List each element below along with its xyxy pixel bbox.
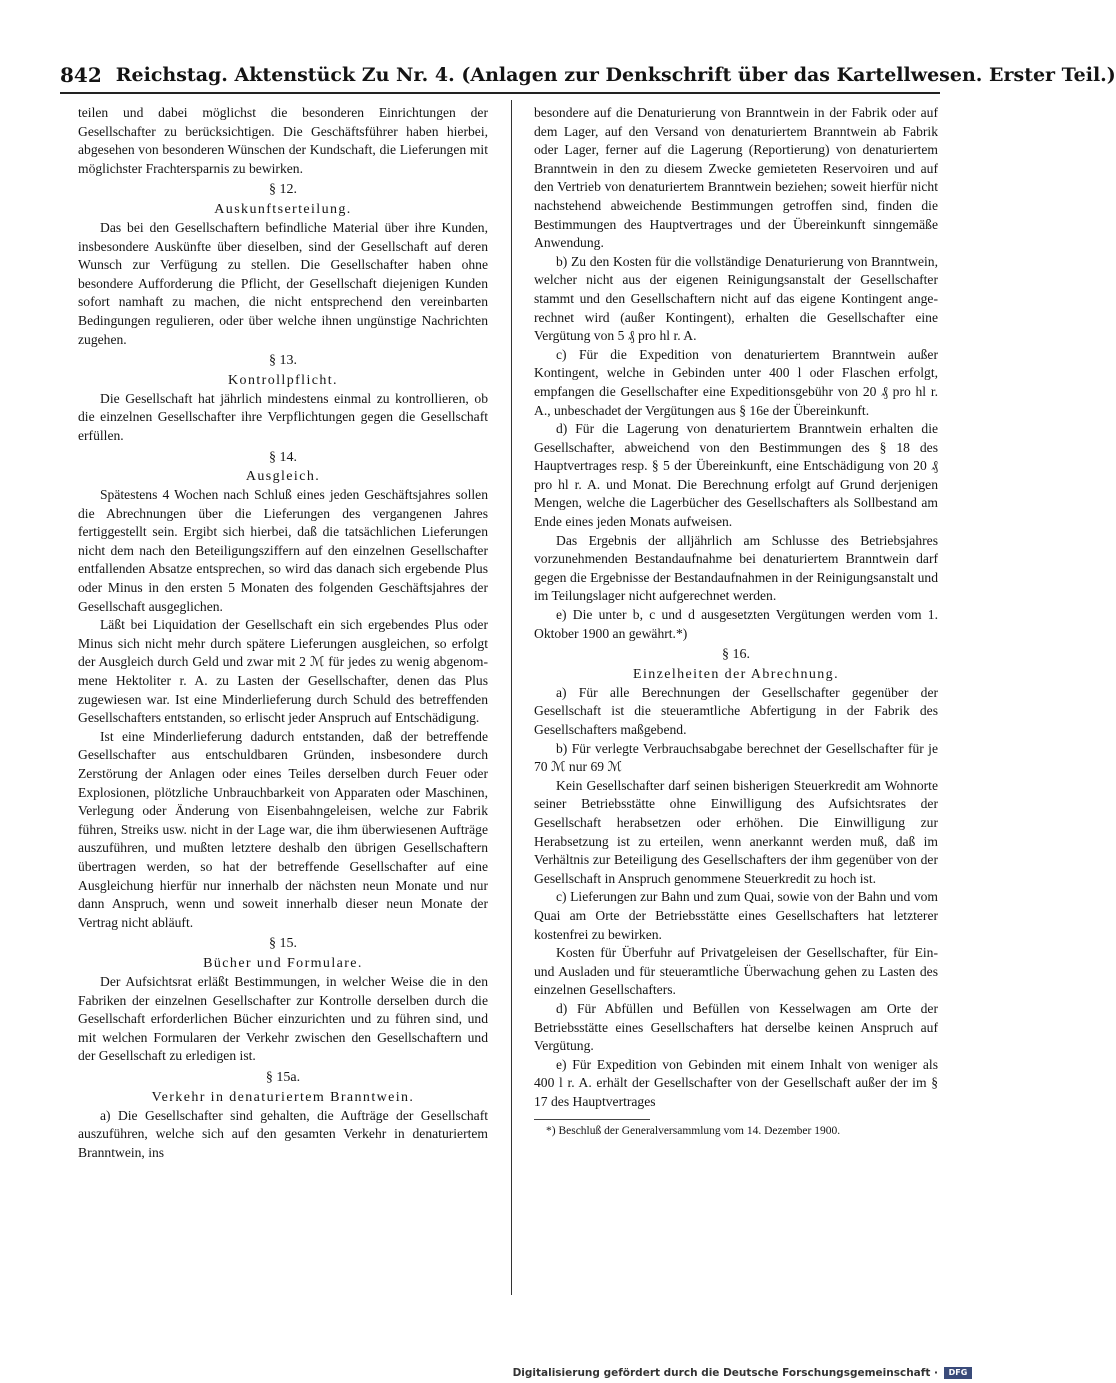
paragraph: Das bei den Gesellschaftern befindliche Material über ihre Kunden, insbesondere Auskünfte über dieselben, sind der Gesellschaft auf deren Wunsch zur Verfügung zu stellen. Die Gesellschafter haben ohne besondere Aufforderung die Pflicht, der Gesellschaft diejenigen Kunden sofort namhaft zu machen, die nicht entsprechend den vereinbarten Bedingungen regulieren, oder über welche ihnen ungünstige Nachrichten zugehen. xyxy=(78,219,488,347)
paragraph: a) Für alle Berechnungen der Gesellschafter gegenüber der Gesellschaft ist die steueramtliche Abfertigung in der Fabrik des Gesellschafters maßgebend. xyxy=(534,684,938,737)
footnote: *) Beschluß der Generalversammlung vom 14. Dezember 1900. xyxy=(546,1125,841,1138)
paragraph: teilen und dabei möglichst die besonderen Einrichtungen der Gesellschafter zu berücksichtigen. Die Geschäftsführer haben hierbei, abgesehen von besonderen Wünschen der Kundschaft, die Lieferungen mit möglichster Frachtersparnis zu bewirken. xyxy=(78,105,488,176)
right-column xyxy=(534,104,938,1139)
paragraph: d) Für die Lagerung von denaturiertem Branntwein erhalten die Gesellschafter, abweichend von den Bestimmungen des § 18 des Hauptvertrages resp. § 5 der Übereinkunft, eine Entschädigung von 20 ₰ pro hl r. A. und Monat. Die Berechnung erfolgt auf Grund derjenigen Mengen, welche die Lagerbücher des Gesellschafters als Sollbestand am Ende eines jeden Monats aufweisen. xyxy=(534,421,938,530)
paragraph: besondere auf die Denaturierung von Branntwein in der Fabrik oder auf dem Lager, auf den Versand von denaturiertem Branntwein ab Fabrik oder Lager, ferner auf die Lagerung (Reportierung) von denaturiertem Branntwein in den zu diesem Zwecke gemieteten Reservoiren und auf den Vertrieb von denaturiertem Branntwein beziehen; soweit hierfür nicht nachstehend abweichende Bestimmungen getroffen sind, finden die Bestimmungen des Hauptvertrages und der Übereinkunft sinngemäße Anwendung. xyxy=(534,105,938,251)
running-title: Reichstag. Aktenstück Zu Nr. 4. (Anlagen zur Denkschrift über das Kartellwesen. Erster Teil.) xyxy=(115,64,1116,86)
section-number: § 13. xyxy=(269,353,297,369)
paragraph: b) Für verlegte Verbrauchsabgabe berechnet der Gesellschafter für je 70 ℳ nur 69 ℳ xyxy=(534,740,938,775)
section-title: Bücher und Formulare. xyxy=(203,955,363,971)
paragraph: e) Für Expedition von Gebinden mit einem Inhalt von weniger als 400 l r. A. erhält der Gesellschafter von der Gesellschaft außer der im § 17 des Hauptvertrages xyxy=(534,1056,938,1109)
section-number: § 16. xyxy=(722,647,750,663)
dfg-logo-icon: DFG xyxy=(944,1367,972,1379)
paragraph: Spätestens 4 Wochen nach Schluß eines jeden Geschäftsjahres sollen die Abrechnungen über die Lieferungen des vergangenen Jahres fertiggestellt sein. Ergibt sich hierbei, daß die tatsächlichen Lieferungen nicht dem nach den Beteiligungsziffern auf den einzelnen Gesellschafter entfallenden Absatze entsprechen, so wird das danach sich ergebende Plus oder Minus in den ersten 5 Monaten des folgenden Geschäftsjahres der Gesellschaft ausgeglichen. xyxy=(78,487,488,614)
section-title: Ausgleich. xyxy=(245,469,321,485)
footnote-rule xyxy=(534,1119,650,1120)
running-header xyxy=(60,58,1116,94)
section-title: Auskunftserteilung. xyxy=(214,201,352,217)
paragraph: Kosten für Überfuhr auf Privatgeleisen der Gesellschafter, für Ein- und Ausladen und für steueramtliche Überwachung gehen zu Lasten des einzelnen Gesellschafters. xyxy=(534,945,938,998)
credit-text: Digitalisierung gefördert durch die Deutsche Forschungsgemeinschaft · xyxy=(512,1367,938,1379)
section-title: Verkehr in denaturiertem Branntwein. xyxy=(151,1089,415,1105)
paragraph: Die Gesellschaft hat jährlich mindestens einmal zu kontrollieren, ob die einzelnen Gesellschafter ihre Verpflichtungen gegen die Gesellschaft erfüllen. xyxy=(78,390,488,443)
paragraph: d) Für Abfüllen und Befüllen von Kesselwagen am Orte der Betriebsstätte eines Gesellschafters hat derselbe keinen Anspruch auf Vergütung. xyxy=(534,1000,938,1054)
column-divider xyxy=(511,100,512,1295)
digitization-credit xyxy=(513,1366,972,1380)
paragraph: Das Ergebnis der alljährlich am Schlusse des Betriebsjahres vorzunehmenden Bestandaufnahme bei denaturiertem Branntwein darf gegen die Ergebnisse der Bestandaufnahmen in der Reinigungsanstalt und im Teilungslager nicht aufgerechnet werden. xyxy=(534,532,938,604)
paragraph: Kein Gesellschafter darf seinen bisherigen Steuerkredit am Wohnorte seiner Betriebsstätte ohne Einwilligung des Aufsichtsrates der Gesellschaft herabsetzen oder erhöhen. Die Einwilligung zur Herabsetzung ist zu erteilen, wenn anerkannt werden muß, daß im Verhältnis zur Beteiligung des Gesellschafters der ihm gegenüber von der Gesellschaft in Anspruch genommene Steuerkredit zu hoch ist. xyxy=(534,777,938,886)
page-number: 842 xyxy=(60,63,102,87)
paragraph: Ist eine Minderlieferung dadurch entstanden, daß der betreffende Gesellschafter aus entschuldbaren Gründen, insbesondere durch Zerstörung der Anlagen oder eines Teiles derselben durch Feuer oder Explosionen, plötzliche Unbrauchbarkeit von Apparaten oder Maschinen, Verlegung oder Änderung von Eisenbahngeleisen, welche zur Fabrik führen, Streiks usw. nicht in der Lage war, die ihm überwiesenen Aufträge auszuführen, und mußten letztere deshalb den übrigen Gesellschaftern übertragen werden, so hat der betreffende Gesellschafter auf eine Ausgleichung hierfür nur innerhalb der nächsten neun Monate und nur dann Anspruch, wenn und soweit innerhalb dieser neun Monate der Vertrag nicht abläuft. xyxy=(78,728,488,930)
paragraph: Läßt bei Liquidation der Gesellschaft ein sich ergebendes Plus oder Minus sich nicht mehr durch spätere Lieferungen ausgleichen, so erfolgt der Ausgleich durch Geld und zwar mit 2 ℳ für jedes zu wenig abgenommene Hektoliter r. A. zu Lasten der Gesellschafter, denen das Plus zugewiesen war. Ist eine Minderlieferung durch Schuld des betreffenden Gesellschafters entstanden, so erlischt jeder Anspruch auf Entschädigung. xyxy=(78,617,488,726)
paragraph: e) Die unter b, c und d ausgesetzten Vergütungen werden vom 1. Oktober 1900 an gewährt.*) xyxy=(534,607,938,641)
section-number: § 12. xyxy=(269,182,297,198)
section-number: § 14. xyxy=(269,449,297,465)
section-title: Einzelheiten der Abrechnung. xyxy=(633,666,839,682)
section-number: § 15. xyxy=(269,936,297,952)
paragraph: a) Die Gesellschafter sind gehalten, die Aufträge der Gesellschaft auszuführen, welche sich auf den gesamten Verkehr in denaturiertem Branntwein, ins xyxy=(78,1107,488,1160)
section-title: Kontrollpflicht. xyxy=(228,372,338,388)
paragraph: b) Zu den Kosten für die vollständige Denaturierung von Branntwein, welcher nicht aus der eigenen Reinigungsanstalt der Gesellschafter stammt und den Gesellschaftern nicht auf das eigene Kontingent angerechnet wird (außer Kontingent), erhalten die Gesellschafter eine Vergütung von 5 ₰ pro hl r. A. xyxy=(534,253,938,344)
paragraph: c) Lieferungen zur Bahn und zum Quai, sowie von der Bahn und vom Quai am Orte der Betriebsstätte eines Gesellschafters hat letzterer kostenfrei zu bewirken. xyxy=(534,889,938,942)
left-column xyxy=(78,104,488,1162)
paragraph: Der Aufsichtsrat erläßt Bestimmungen, in welcher Weise die in den Fabriken der einzelnen Gesellschafter zur Kontrolle derselben durch die Gesellschaft erforderlichen Bücher einzurichten und zu führen sind, und mit welchen Formularen der Verkehr zwischen den Gesellschaftern und der Gesellschaft zu erledigen ist. xyxy=(78,973,488,1064)
paragraph: c) Für die Expedition von denaturiertem Branntwein außer Kontingent, welche in Gebinden unter 400 l oder Flaschen erfolgt, empfangen die Gesellschafter eine Expeditionsgebühr von 20 ₰ pro hl r. A., unbeschadet der Vergütungen aus § 16e der Übereinkunft. xyxy=(534,346,938,418)
section-number: § 15a. xyxy=(265,1069,301,1085)
